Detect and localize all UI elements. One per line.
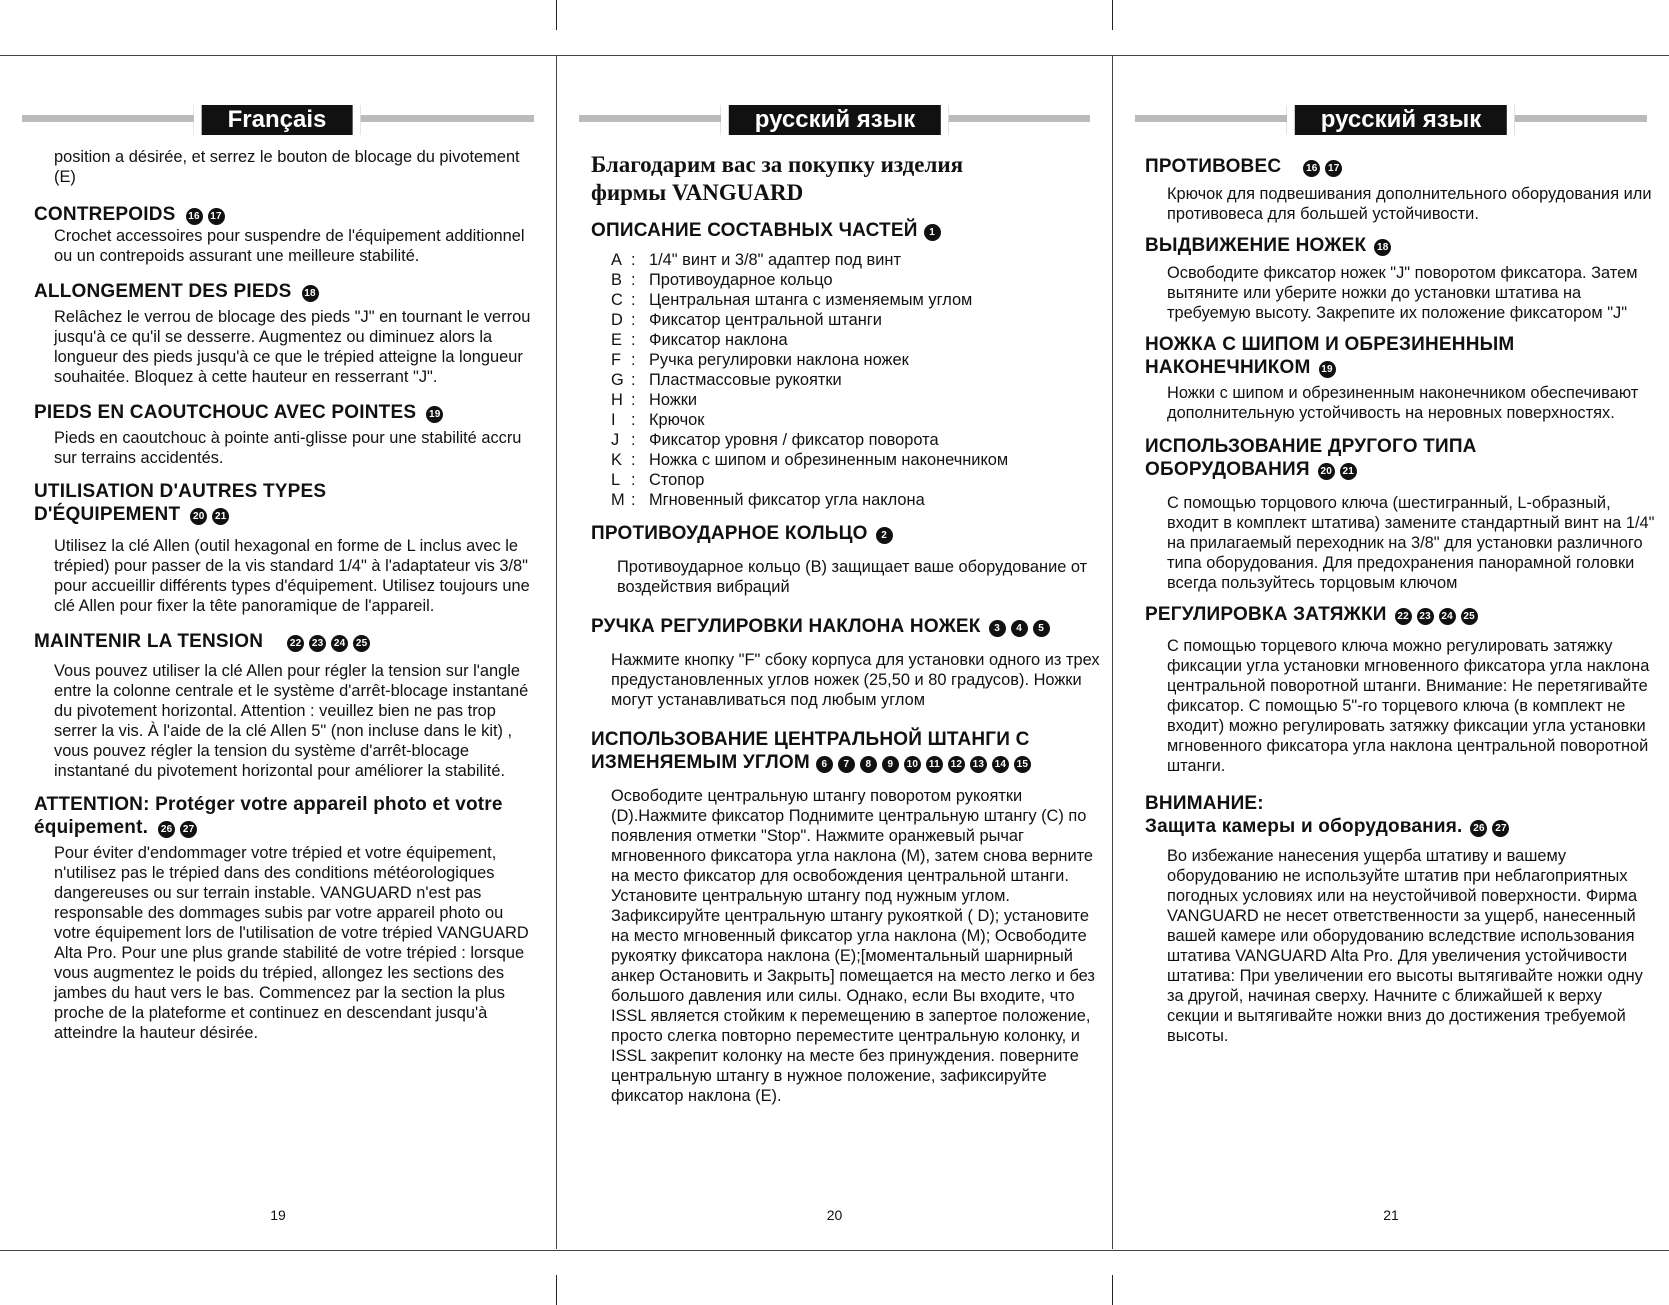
section-title: ALLONGEMENT DES PIEDS 18 [34, 280, 542, 303]
section-text: Во избежание нанесения ущерба штативу и вашему оборудованию не используйте штатив при неблагоприятных погодных условиях или на неустойчивой поверхности. Фирма VANGUARD не несет ответственности за ущерб, нанесенный вашей камере или оборудованию вследствие использования штатива VANGUARD Alta Pro. Для увеличения устойчивости штатива: При увеличении его высоты вытягивайте ножки одну за другой, начиная сверху. Начните с ближайшей к верху секции и вытягивайте ножки вниз до достижения требуемой высоты. [1167, 847, 1643, 1045]
badge-icon: 20 [1318, 463, 1335, 480]
crop-mark [556, 0, 557, 30]
section-title: ИСПОЛЬЗОВАНИЕ ЦЕНТРАЛЬНОЙ ШТАНГИ С ИЗМЕНЯЕМЫМ УГЛОМ 6 7 8 9 10 11 12 13 14 15 [591, 729, 1030, 773]
language-label: Français [194, 105, 361, 135]
language-header [22, 105, 534, 135]
badge-icon: 16 [186, 208, 203, 225]
parts-list [611, 250, 1102, 510]
list-item: M : Мгновенный фиксатор угла наклона [611, 491, 925, 509]
section-title: РУЧКА РЕГУЛИРОВКИ НАКЛОНА НОЖЕК 3 4 5 [591, 615, 1102, 638]
section-title: MAINTENIR LA TENSION 22 23 24 25 [34, 630, 542, 653]
badge-icon: 20 [190, 508, 207, 525]
section-title: ПРОТИВОУДАРНОЕ КОЛЬЦО 2 [591, 522, 1102, 545]
badge-icon: 5 [1033, 620, 1050, 637]
badge-icon: 27 [180, 821, 197, 838]
badge-icon: 1 [924, 224, 941, 241]
section-text: Relâchez le verrou de blocage des pieds "J" en tournant le verrou jusqu'à ce qu'il se desserre. Augmentez ou diminuez alors la longueur des pieds jusqu'à ce que le trépied atteigne la longueur souhaitée. Bloquez à cette hauteur en resserrant "J". [54, 308, 531, 386]
badge-icon: 15 [1014, 756, 1031, 773]
crop-mark [1112, 0, 1113, 30]
section-title: PIEDS EN CAOUTCHOUC AVEC POINTES 19 [34, 401, 542, 424]
section-text: Освободите фиксатор ножек "J" поворотом фиксатора. Затем вытяните или уберите ножки до установки штатива на требуемую высоту. Закрепите их положение фиксатором "J" [1167, 264, 1638, 322]
language-label: русский язык [721, 105, 949, 135]
section-text: Utilisez la clé Allen (outil hexagonal en forme de L inclus avec le trépied) pour passer de la vis standard 1/4" à l'adaptateur vis 3/8" pour accueillir différents types d'équipement. Utilisez toujours une clé Allen pour fixer la tête panoramique de l'appareil. [54, 537, 530, 615]
section-title: UTILISATION D'AUTRES TYPES D'ÉQUIPEMENT 20 21 [34, 481, 327, 525]
section-text: Противоударное кольцо (B) защищает ваше оборудование от воздействия вибраций [617, 558, 1088, 596]
badge-icon: 25 [1461, 608, 1478, 625]
language-header [1135, 105, 1647, 135]
badge-icon: 16 [1303, 160, 1320, 177]
language-label: русский язык [1287, 105, 1515, 135]
badge-icon: 23 [1417, 608, 1434, 625]
page-content [34, 147, 542, 1043]
badge-icon: 17 [208, 208, 225, 225]
badge-icon: 9 [882, 756, 899, 773]
crop-mark [556, 1275, 557, 1305]
badge-icon: 12 [948, 756, 965, 773]
badge-icon: 23 [309, 635, 326, 652]
badge-icon: 19 [1319, 361, 1336, 378]
intro-text: position a désirée, et serrez le bouton de blocage du pivotement (E) [54, 148, 520, 186]
list-item: A : 1/4" винт и 3/8" адаптер под винт [611, 251, 901, 269]
list-item: G : Пластмассовые рукоятки [611, 371, 842, 389]
page-content [591, 151, 1102, 1106]
badge-icon: 19 [426, 406, 443, 423]
badge-icon: 14 [992, 756, 1009, 773]
badge-icon: 17 [1325, 160, 1342, 177]
badge-icon: 3 [989, 620, 1006, 637]
section-title: РЕГУЛИРОВКА ЗАТЯЖКИ 22 23 24 25 [1145, 603, 1657, 626]
section-title: НОЖКА С ШИПОМ И ОБРЕЗИНЕННЫМ НАКОНЕЧНИКОМ 19 [1145, 334, 1515, 378]
list-item: F : Ручка регулировки наклона ножек [611, 351, 909, 369]
badge-icon: 24 [1439, 608, 1456, 625]
section-text: Освободите центральную штангу поворотом рукоятки (D).Нажмите фиксатор Поднимите центральную штангу (C) по появления отметки "Stop". Нажмите оранжевый рычаг мгновенного фиксатора угла наклона (M), затем снова верните на место фиксатор для освобождения центральной штанги. Установите центральную штангу под нужным углом. Зафиксируйте центральную штангу рукояткой ( D); установите на место мгновенный фиксатор угла наклона (M); Освободите рукоятку фиксатора наклона (E);[моментальный шарнирный анкер Остановить и Закрыть] помещается на место легко и без большого давления или силы. Однако, если Вы входите, что ISSL является стойким к перемещению в запертое положение, просто слегка повторно переместите центральную колонку, и ISSL закрепит колонку на месте без принуждения. поверните центральную штангу в нужное положение, зафиксируйте фиксатор наклона (E). [611, 787, 1095, 1105]
section-title: ВНИМАНИЕ: [1145, 793, 1264, 814]
badge-icon: 21 [1340, 463, 1357, 480]
section-text: Крючок для подвешивания дополнительного оборудования или противовеса для большей устойчивости. [1167, 185, 1652, 223]
list-item: J : Фиксатор уровня / фиксатор поворота [611, 431, 939, 449]
language-header [579, 105, 1090, 135]
badge-icon: 13 [970, 756, 987, 773]
crop-mark [1112, 1275, 1113, 1305]
badge-icon: 18 [302, 285, 319, 302]
page-20 [556, 55, 1112, 1249]
list-item: C : Центральная штанга с изменяемым углом [611, 291, 973, 309]
section-text: С помощью торцевого ключа можно регулировать затяжку фиксации угла установки мгновенного фиксатора угла наклона центральной поворотной штанги. Внимание: Не перетягивайте фиксатор. С помощью 5"-го торцевого ключа (в комплект не входит) можно регулировать затяжку фиксации угла установки мгновенного фиксатора угла наклона центральной поворотной штанги. [1167, 637, 1650, 775]
section-title: ОПИСАНИЕ СОСТАВНЫХ ЧАСТЕЙ 1 [591, 219, 1102, 242]
thank-you-heading: Благодарим вас за покупку изделия фирмы VANGUARD [591, 152, 964, 205]
section-title: CONTREPOIDS 16 17 [34, 203, 542, 226]
page-number: 19 [270, 1207, 286, 1223]
list-item: B : Противоударное кольцо [611, 271, 833, 289]
section-text: Crochet accessoires pour suspendre de l'équipement additionnel ou un contrepoids assurant une meilleure stabilité. [54, 227, 525, 265]
page-21 [1112, 55, 1669, 1249]
badge-icon: 26 [158, 821, 175, 838]
list-item: L : Стопор [611, 471, 705, 489]
badge-icon: 18 [1374, 239, 1391, 256]
section-text: Pieds en caoutchouc à pointe anti-glisse pour une stabilité accru sur terrains accidentés. [54, 429, 522, 467]
list-item: K : Ножка с шипом и обрезиненным наконечником [611, 451, 1009, 469]
section-title: ПРОТИВОВЕС 16 17 [1145, 155, 1657, 178]
section-text: Нажмите кнопку "F" сбоку корпуса для установки одного из трех предустановленных углов ножек (25,50 и 80 градусов). Ножки могут устанавливаться под любым углом [611, 651, 1100, 709]
section-title: ВЫДВИЖЕНИЕ НОЖЕК 18 [1145, 234, 1657, 257]
badge-icon: 4 [1011, 620, 1028, 637]
badge-icon: 25 [353, 635, 370, 652]
badge-icon: 2 [876, 527, 893, 544]
badge-icon: 11 [926, 756, 943, 773]
badge-icon: 8 [860, 756, 877, 773]
badge-icon: 10 [904, 756, 921, 773]
list-item: H : Ножки [611, 391, 698, 409]
section-text: Pour éviter d'endommager votre trépied et votre équipement, n'utilisez pas le trépied dans des conditions météorologiques dangereuses ou sur terrain instable. VANGUARD n'est pas responsable des dommages subis par votre appareil photo ou votre équipement lors de l'utilisation de votre trépied VANGUARD Alta Pro. Pour une plus grande stabilité de votre trépied : lorsque vous augmentez le poids du trépied, allongez les sections des jambes du haut vers le bas. Commencez par la section la plus proche de la plateforme et continuez en descendant jusqu'à atteindre la hauteur désirée. [54, 844, 529, 1042]
list-item: D : Фиксатор центральной штанги [611, 311, 882, 329]
badge-icon: 22 [1395, 608, 1412, 625]
page-number: 20 [826, 1207, 843, 1223]
section-title: ИСПОЛЬЗОВАНИЕ ДРУГОГО ТИПА ОБОРУДОВАНИЯ 20 21 [1145, 436, 1477, 480]
section-text: Ножки с шипом и обрезиненным наконечником обеспечивают дополнительную устойчивость на неровных поверхностях. [1167, 384, 1639, 422]
badge-icon: 26 [1470, 820, 1487, 837]
page-content [1145, 155, 1657, 1046]
badge-icon: 24 [331, 635, 348, 652]
page-number: 21 [1383, 1207, 1399, 1223]
badge-icon: 7 [838, 756, 855, 773]
list-item: E : Фиксатор наклона [611, 331, 788, 349]
badge-icon: 6 [816, 756, 833, 773]
badge-icon: 27 [1492, 820, 1509, 837]
section-text: Vous pouvez utiliser la clé Allen pour régler la tension sur l'angle entre la colonne centrale et le système d'arrêt-blocage instantané du pivotement horizontal. Attention : veuillez bien ne pas trop serrer la vis. À l'aide de la clé Allen 5" (non incluse dans le kit) , vous pouvez régler la tension du système d'arrêt-blocage instantané du pivotement horizontal pour améliorer la stabilité. [54, 662, 529, 780]
badge-icon: 22 [287, 635, 304, 652]
section-text: С помощью торцового ключа (шестигранный, L-образный, входит в комплект штатива) замените стандартный винт на 1/4" на прилагаемый переходник на 3/8" для установки различного типа оборудования. Для предохранения панорамной головки всегда пользуйтесь торцовым ключом [1167, 494, 1655, 592]
section-title: Защита камеры и оборудования. 26 27 [1145, 815, 1657, 838]
page-19 [0, 55, 556, 1249]
badge-icon: 21 [212, 508, 229, 525]
list-item: I : Крючок [611, 411, 705, 429]
section-title: ATTENTION: Protéger votre appareil photo et votre équipement. 26 27 [34, 794, 503, 838]
